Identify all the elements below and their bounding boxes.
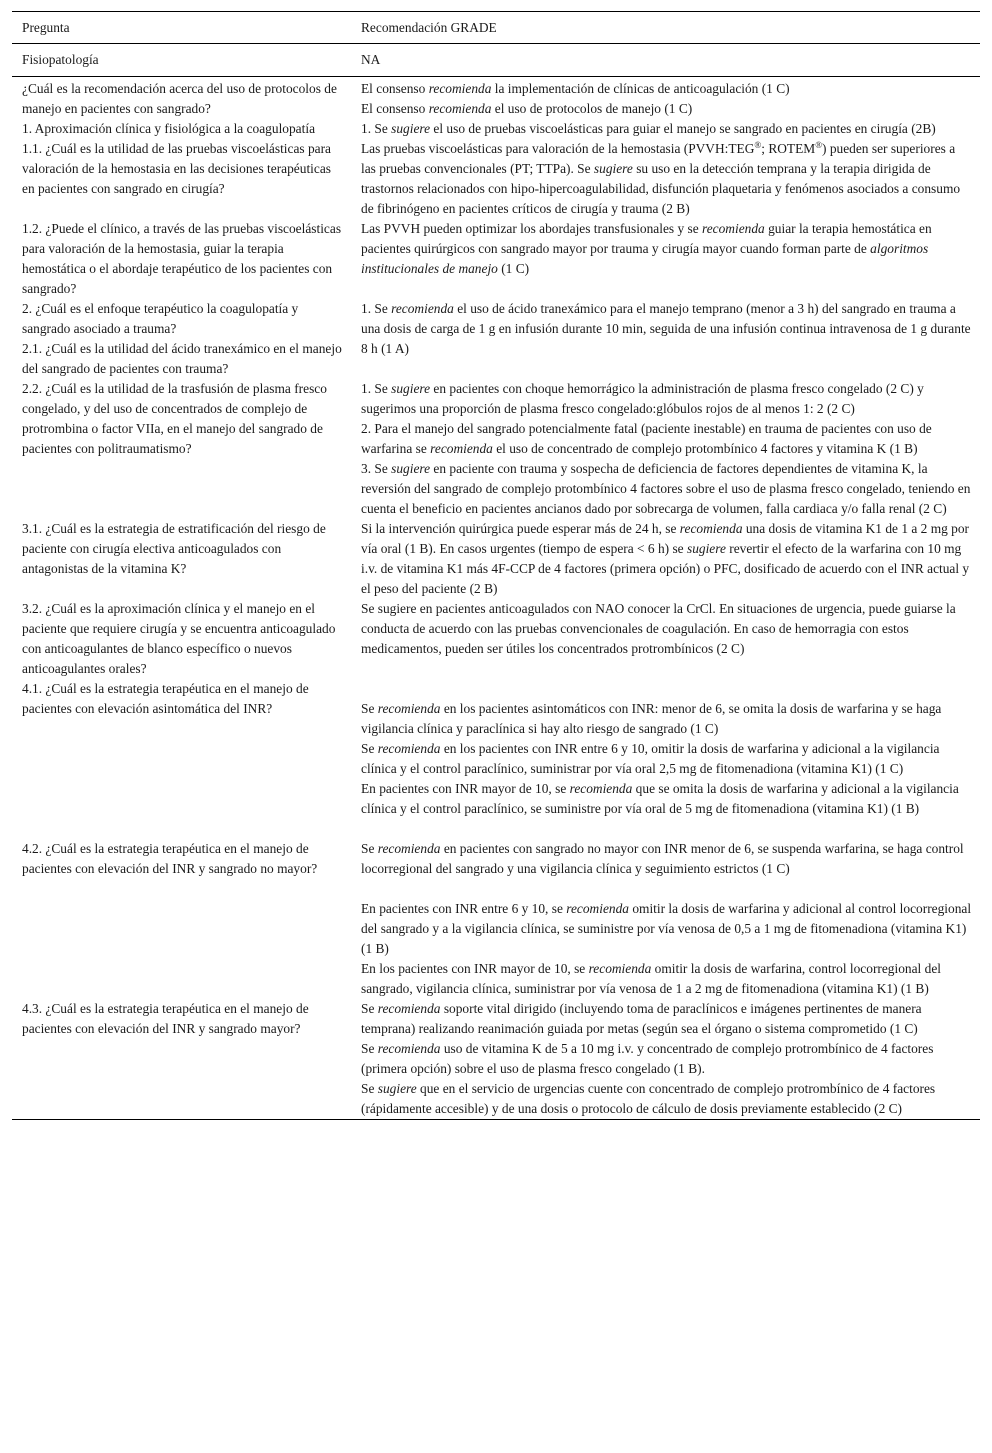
recommendation-text: Se sugiere en pacientes anticoagulados con NAO conocer la CrCl. En situaciones de urgencia, puede guiarse la conducta de acuerdo con las pruebas convencionales de coagulación. En caso de hemorragia con estos medicamentos, pueden ser útiles los concentrados protrombínicos (2 C) bbox=[361, 601, 956, 656]
question-text: 2.2. ¿Cuál es la utilidad de la trasfusión de plasma fresco congelado, y del uso de concentrados de complejo de protrombina o factor VIIa, en el manejo del sangrado de pacientes con politraumatismo? bbox=[22, 381, 327, 456]
recommendation-text: 1. Se sugiere en pacientes con choque hemorrágico la administración de plasma fresco congelado (2 C) y sugerimos una proporción de plasma fresco congelado:glóbulos rojos de al menos 1: 2 (2 C) bbox=[361, 381, 924, 416]
recommendation-text: 1. Se sugiere el uso de pruebas viscoelásticas para guiar el manejo se sangrado en pacientes en cirugía (2B) bbox=[361, 121, 936, 136]
question-text: 1. Aproximación clínica y fisiológica a la coagulopatía bbox=[22, 121, 316, 136]
recommendation-text: El consenso recomienda el uso de protocolos de manejo (1 C) bbox=[361, 101, 693, 116]
recommendation-cell bbox=[351, 219, 980, 299]
table-row bbox=[12, 999, 980, 1120]
question-text: ¿Cuál es la recomendación acerca del uso de protocolos de manejo en pacientes con sangrado? bbox=[22, 81, 337, 116]
table-row bbox=[12, 119, 980, 219]
question-text: 1.1. ¿Cuál es la utilidad de las pruebas viscoelásticas para valoración de la hemostasia en las decisiones terapéuticas en pacientes con sangrado en cirugía? bbox=[22, 141, 331, 196]
paragraph-gap bbox=[361, 819, 972, 839]
question-cell bbox=[12, 839, 351, 999]
grade-table-container bbox=[12, 11, 980, 1120]
table-row bbox=[12, 519, 980, 599]
recommendation-text: Se recomienda uso de vitamina K de 5 a 10 mg i.v. y concentrado de complejo protrombínico de 4 factores (primera opción) sobre el uso de plasma fresco congelado (1 B). bbox=[361, 1041, 934, 1076]
paragraph-gap bbox=[361, 679, 972, 699]
recommendation-text: Las pruebas viscoelásticas para valoración de la hemostasia (PVVH:TEG®; ROTEM®) pueden ser superiores a las pruebas convencionales (PT; TTPa). Se sugiere su uso en la detección temprana y la terapia dirigida de trastornos relacionados con hipo-hipercoagulabilidad, disfunción plaquetaria y fenómenos asociados a consumo de fibrinógeno en pacientes críticos de cirugía y trauma (2 B) bbox=[361, 140, 961, 216]
question-text: Fisiopatología bbox=[22, 52, 99, 67]
question-text: 2. ¿Cuál es el enfoque terapéutico la coagulopatía y sangrado asociado a trauma? bbox=[22, 301, 299, 336]
question-text: 2.1. ¿Cuál es la utilidad del ácido tranexámico en el manejo del sangrado de pacientes con trauma? bbox=[22, 341, 342, 376]
recommendation-text: 2. Para el manejo del sangrado potencialmente fatal (paciente inestable) en trauma de pacientes con uso de warfarina se recomienda el uso de concentrado de complejo protombínico 4 factores y vitamina K (1 B) bbox=[361, 421, 932, 456]
recommendation-cell bbox=[351, 999, 980, 1120]
question-cell bbox=[12, 119, 351, 219]
recommendation-cell bbox=[351, 119, 980, 219]
grade-recommendations-table bbox=[12, 11, 980, 1120]
question-cell bbox=[12, 999, 351, 1120]
question-text: 3.1. ¿Cuál es la estrategia de estratificación del riesgo de paciente con cirugía electiva anticoagulados con antagonistas de la vitamina K? bbox=[22, 521, 326, 576]
recommendation-text: Si la intervención quirúrgica puede esperar más de 24 h, se recomienda una dosis de vitamina K1 de 1 a 2 mg por vía oral (1 B). En casos urgentes (tiempo de espera < 6 h) se sugiere revertir el efecto de la warfarina con 10 mg i.v. de vitamina K1 más 4F-CCP de 4 factores (primera opción) o PFC, dosificado de acuerdo con el INR actual y el peso del paciente (2 B) bbox=[361, 521, 970, 596]
recommendation-cell bbox=[351, 299, 980, 379]
question-cell bbox=[12, 379, 351, 519]
recommendation-cell bbox=[351, 519, 980, 599]
recommendation-text: El consenso recomienda la implementación de clínicas de anticoagulación (1 C) bbox=[361, 81, 790, 96]
question-text: 3.2. ¿Cuál es la aproximación clínica y el manejo en el paciente que requiere cirugía y se encuentra anticoagulado con anticoagulantes de blanco específico o nuevos anticoagulantes orales? bbox=[22, 601, 336, 676]
recommendation-cell bbox=[351, 77, 980, 120]
recommendation-text: En los pacientes con INR mayor de 10, se recomienda omitir la dosis de warfarina, control locorregional del sangrado, vigilancia clínica, suministrar por vía venosa de 1 a 2 mg de fitomenadiona (vitamina K1) (1 B) bbox=[361, 961, 941, 996]
question-cell bbox=[12, 299, 351, 379]
table-row bbox=[12, 299, 980, 379]
recommendation-text: 1. Se recomienda el uso de ácido tranexámico para el manejo temprano (menor a 3 h) del sangrado en trauma a una dosis de carga de 1 g en infusión durante 10 min, seguida de una infusión continua intravenosa de 1 g durante 8 h (1 A) bbox=[361, 301, 971, 356]
table-row bbox=[12, 379, 980, 519]
header-pregunta: Pregunta bbox=[22, 20, 70, 35]
table-row bbox=[12, 839, 980, 999]
table-row bbox=[12, 599, 980, 679]
question-cell bbox=[12, 599, 351, 679]
recommendation-text: Se sugiere que en el servicio de urgencias cuente con concentrado de complejo protrombínico de 4 factores (rápidamente accesible) y de una dosis o protocolo de cálculo de dosis previamente establecido (2 C) bbox=[361, 1081, 936, 1116]
recommendation-text: Se recomienda en los pacientes con INR entre 6 y 10, omitir la dosis de warfarina y adicional a la vigilancia clínica y el control paraclínico, suministrar por vía oral 2,5 mg de fitomenadiona (vitamina K1) (1 C) bbox=[361, 741, 940, 776]
table-row bbox=[12, 679, 980, 839]
recommendation-cell bbox=[351, 839, 980, 999]
recommendation-text: NA bbox=[361, 52, 381, 67]
table-row bbox=[12, 44, 980, 77]
question-cell bbox=[12, 519, 351, 599]
question-cell bbox=[12, 679, 351, 839]
question-text: 1.2. ¿Puede el clínico, a través de las pruebas viscoelásticas para valoración de la hemostasia, guiar la terapia hemostática o el abordaje terapéutico de los pacientes con sangrado? bbox=[22, 221, 342, 296]
paragraph-gap bbox=[361, 879, 972, 899]
recommendation-text: Se recomienda en pacientes con sangrado no mayor con INR menor de 6, se suspenda warfarina, se haga control locorregional del sangrado y una vigilancia clínica y seguimiento estrictos (1 C) bbox=[361, 841, 964, 876]
recommendation-text: Se recomienda en los pacientes asintomáticos con INR: menor de 6, se omita la dosis de warfarina y se haga vigilancia clínica y paraclínica si hay alto riesgo de sangrado (1 C) bbox=[361, 701, 942, 736]
recommendation-text: En pacientes con INR mayor de 10, se recomienda que se omita la dosis de warfarina y adicional a la vigilancia clínica y el control paraclínico, se suministre por vía oral de 5 mg de fitomenadiona (vitamina K1) (1 B) bbox=[361, 781, 959, 816]
recommendation-cell bbox=[351, 599, 980, 679]
recommendation-text: Las PVVH pueden optimizar los abordajes transfusionales y se recomienda guiar la terapia hemostática en pacientes quirúrgicos con sangrado mayor por trauma y cirugía mayor cuando forman parte de algoritmos institucionales de manejo (1 C) bbox=[361, 221, 932, 276]
recommendation-text: 3. Se sugiere en paciente con trauma y sospecha de deficiencia de factores dependientes de vitamina K, la reversión del sangrado de complejo protombínico 4 factores sobre el uso de plasma fresco congelado, teniendo en cuenta el beneficio en pacientes ancianos dado por sobrecarga de volumen, falla cardiaca y/o falla renal (2 C) bbox=[361, 461, 971, 516]
table-row bbox=[12, 77, 980, 120]
question-cell bbox=[12, 44, 351, 77]
header-recomendacion: Recomendación GRADE bbox=[361, 20, 497, 35]
recommendation-text: En pacientes con INR entre 6 y 10, se recomienda omitir la dosis de warfarina y adicional al control locorregional del sangrado y a la vigilancia clínica, se suministre por vía venosa de 0,5 a 1 mg de fitomenadiona (vitamina K1) (1 B) bbox=[361, 901, 972, 956]
table-body bbox=[12, 44, 980, 1120]
recommendation-text: Se recomienda soporte vital dirigido (incluyendo toma de paraclínicos e imágenes pertinentes de manera temprana) realizando reanimación guiada por metas (según sea el órgano o sistema comprometido (1 C) bbox=[361, 1001, 922, 1036]
table-row bbox=[12, 219, 980, 299]
question-text: 4.1. ¿Cuál es la estrategia terapéutica en el manejo de pacientes con elevación asintomática del INR? bbox=[22, 681, 309, 716]
question-text: 4.3. ¿Cuál es la estrategia terapéutica en el manejo de pacientes con elevación del INR y sangrado mayor? bbox=[22, 1001, 309, 1036]
recommendation-cell bbox=[351, 379, 980, 519]
question-text: 4.2. ¿Cuál es la estrategia terapéutica en el manejo de pacientes con elevación del INR y sangrado no mayor? bbox=[22, 841, 318, 876]
table-header-row bbox=[12, 12, 980, 44]
question-cell bbox=[12, 77, 351, 120]
question-cell bbox=[12, 219, 351, 299]
recommendation-cell bbox=[351, 679, 980, 839]
recommendation-cell bbox=[351, 44, 980, 77]
